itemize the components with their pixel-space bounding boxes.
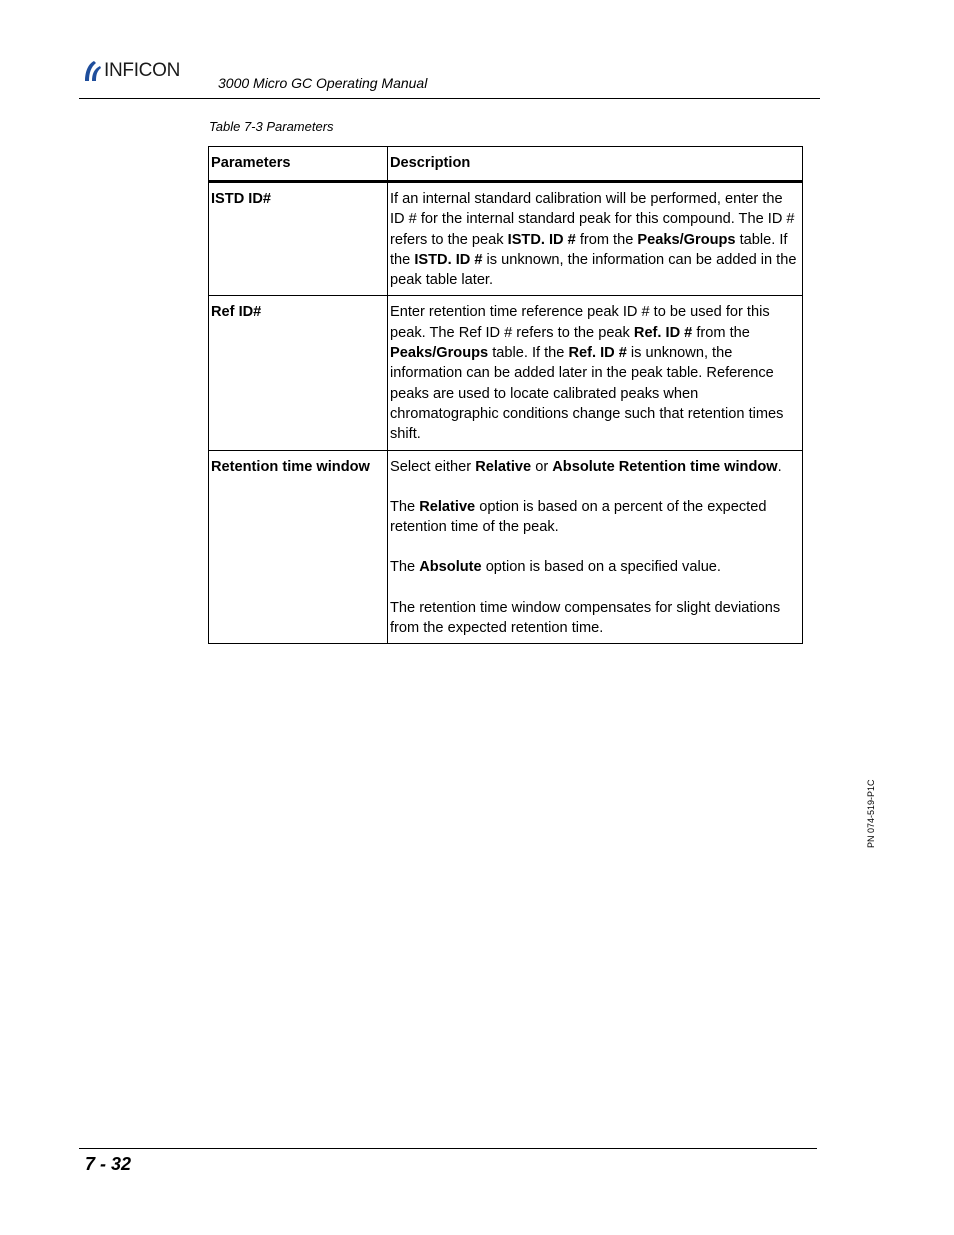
header-divider bbox=[79, 98, 820, 99]
description-paragraph bbox=[390, 557, 800, 577]
parameters-table bbox=[208, 146, 803, 644]
inficon-logo-icon bbox=[82, 60, 102, 82]
text-run: from the bbox=[692, 324, 750, 341]
parameter-name: Ref ID# bbox=[209, 296, 388, 450]
text-run: or bbox=[531, 458, 553, 475]
bold-term: Relative bbox=[419, 498, 476, 515]
text-run: The retention time window compensates for slight deviations from the expected retention time. bbox=[390, 599, 781, 637]
parameter-description bbox=[388, 182, 803, 296]
text-run: is unknown, the information can be added in the peak table later. bbox=[390, 251, 797, 289]
bold-term: Relative bbox=[475, 458, 532, 475]
column-header-parameters: Parameters bbox=[209, 147, 388, 182]
bold-term: ISTD. ID # bbox=[507, 231, 576, 248]
text-run: Select either bbox=[390, 458, 476, 475]
parameter-description bbox=[388, 450, 803, 644]
manual-title: 3000 Micro GC Operating Manual bbox=[218, 75, 428, 91]
bold-term: Absolute bbox=[419, 559, 482, 576]
part-number: PN 074-519-P1C bbox=[866, 779, 876, 848]
table-header-row bbox=[209, 147, 803, 182]
bold-term: ISTD. ID # bbox=[414, 251, 483, 268]
footer-divider bbox=[79, 1148, 817, 1149]
parameter-name: ISTD ID# bbox=[209, 182, 388, 296]
bold-term: Peaks/Groups bbox=[390, 345, 489, 362]
bold-term: Absolute Retention time window bbox=[552, 458, 778, 475]
text-run: The bbox=[390, 559, 420, 576]
table-body bbox=[209, 182, 803, 644]
text-run: If an internal standard calibration will be performed, enter the ID # for the internal standard peak for this compound. The ID # refers to the peak bbox=[390, 191, 795, 248]
text-run: Enter retention time reference peak ID # to be used for this peak. The Ref ID # refers to the peak bbox=[390, 304, 770, 341]
text-run: . bbox=[777, 458, 782, 475]
table-caption: Table 7-3 Parameters bbox=[209, 119, 334, 134]
description-paragraph bbox=[390, 302, 800, 444]
description-paragraph bbox=[390, 189, 800, 290]
bold-term: Ref. ID # bbox=[633, 324, 693, 341]
logo-text: INFICON bbox=[104, 60, 181, 81]
text-run: table. If the bbox=[488, 345, 569, 362]
description-paragraph bbox=[390, 497, 800, 538]
bold-term: Ref. ID # bbox=[568, 345, 627, 362]
inficon-logo bbox=[82, 60, 180, 82]
description-paragraph bbox=[390, 457, 800, 477]
column-header-description: Description bbox=[388, 147, 803, 182]
text-run: option is based on a specified value. bbox=[481, 559, 721, 576]
table-row bbox=[209, 182, 803, 296]
text-run: The bbox=[390, 498, 420, 515]
text-run: table. If the bbox=[390, 231, 788, 268]
table-row bbox=[209, 296, 803, 450]
page-number: 7 - 32 bbox=[85, 1154, 132, 1174]
parameter-name: Retention time window bbox=[209, 450, 388, 644]
description-paragraph bbox=[390, 598, 800, 639]
table-row bbox=[209, 450, 803, 644]
text-run: from the bbox=[575, 231, 638, 248]
parameter-description bbox=[388, 296, 803, 450]
text-run: is unknown, the information can be added later in the peak table. Reference peaks are used to locate calibrated peaks when chromatographic conditions change such that retention times shift. bbox=[390, 345, 784, 443]
text-run: option is based on a percent of the expected retention time of the peak. bbox=[390, 498, 767, 536]
bold-term: Peaks/Groups bbox=[637, 231, 736, 248]
